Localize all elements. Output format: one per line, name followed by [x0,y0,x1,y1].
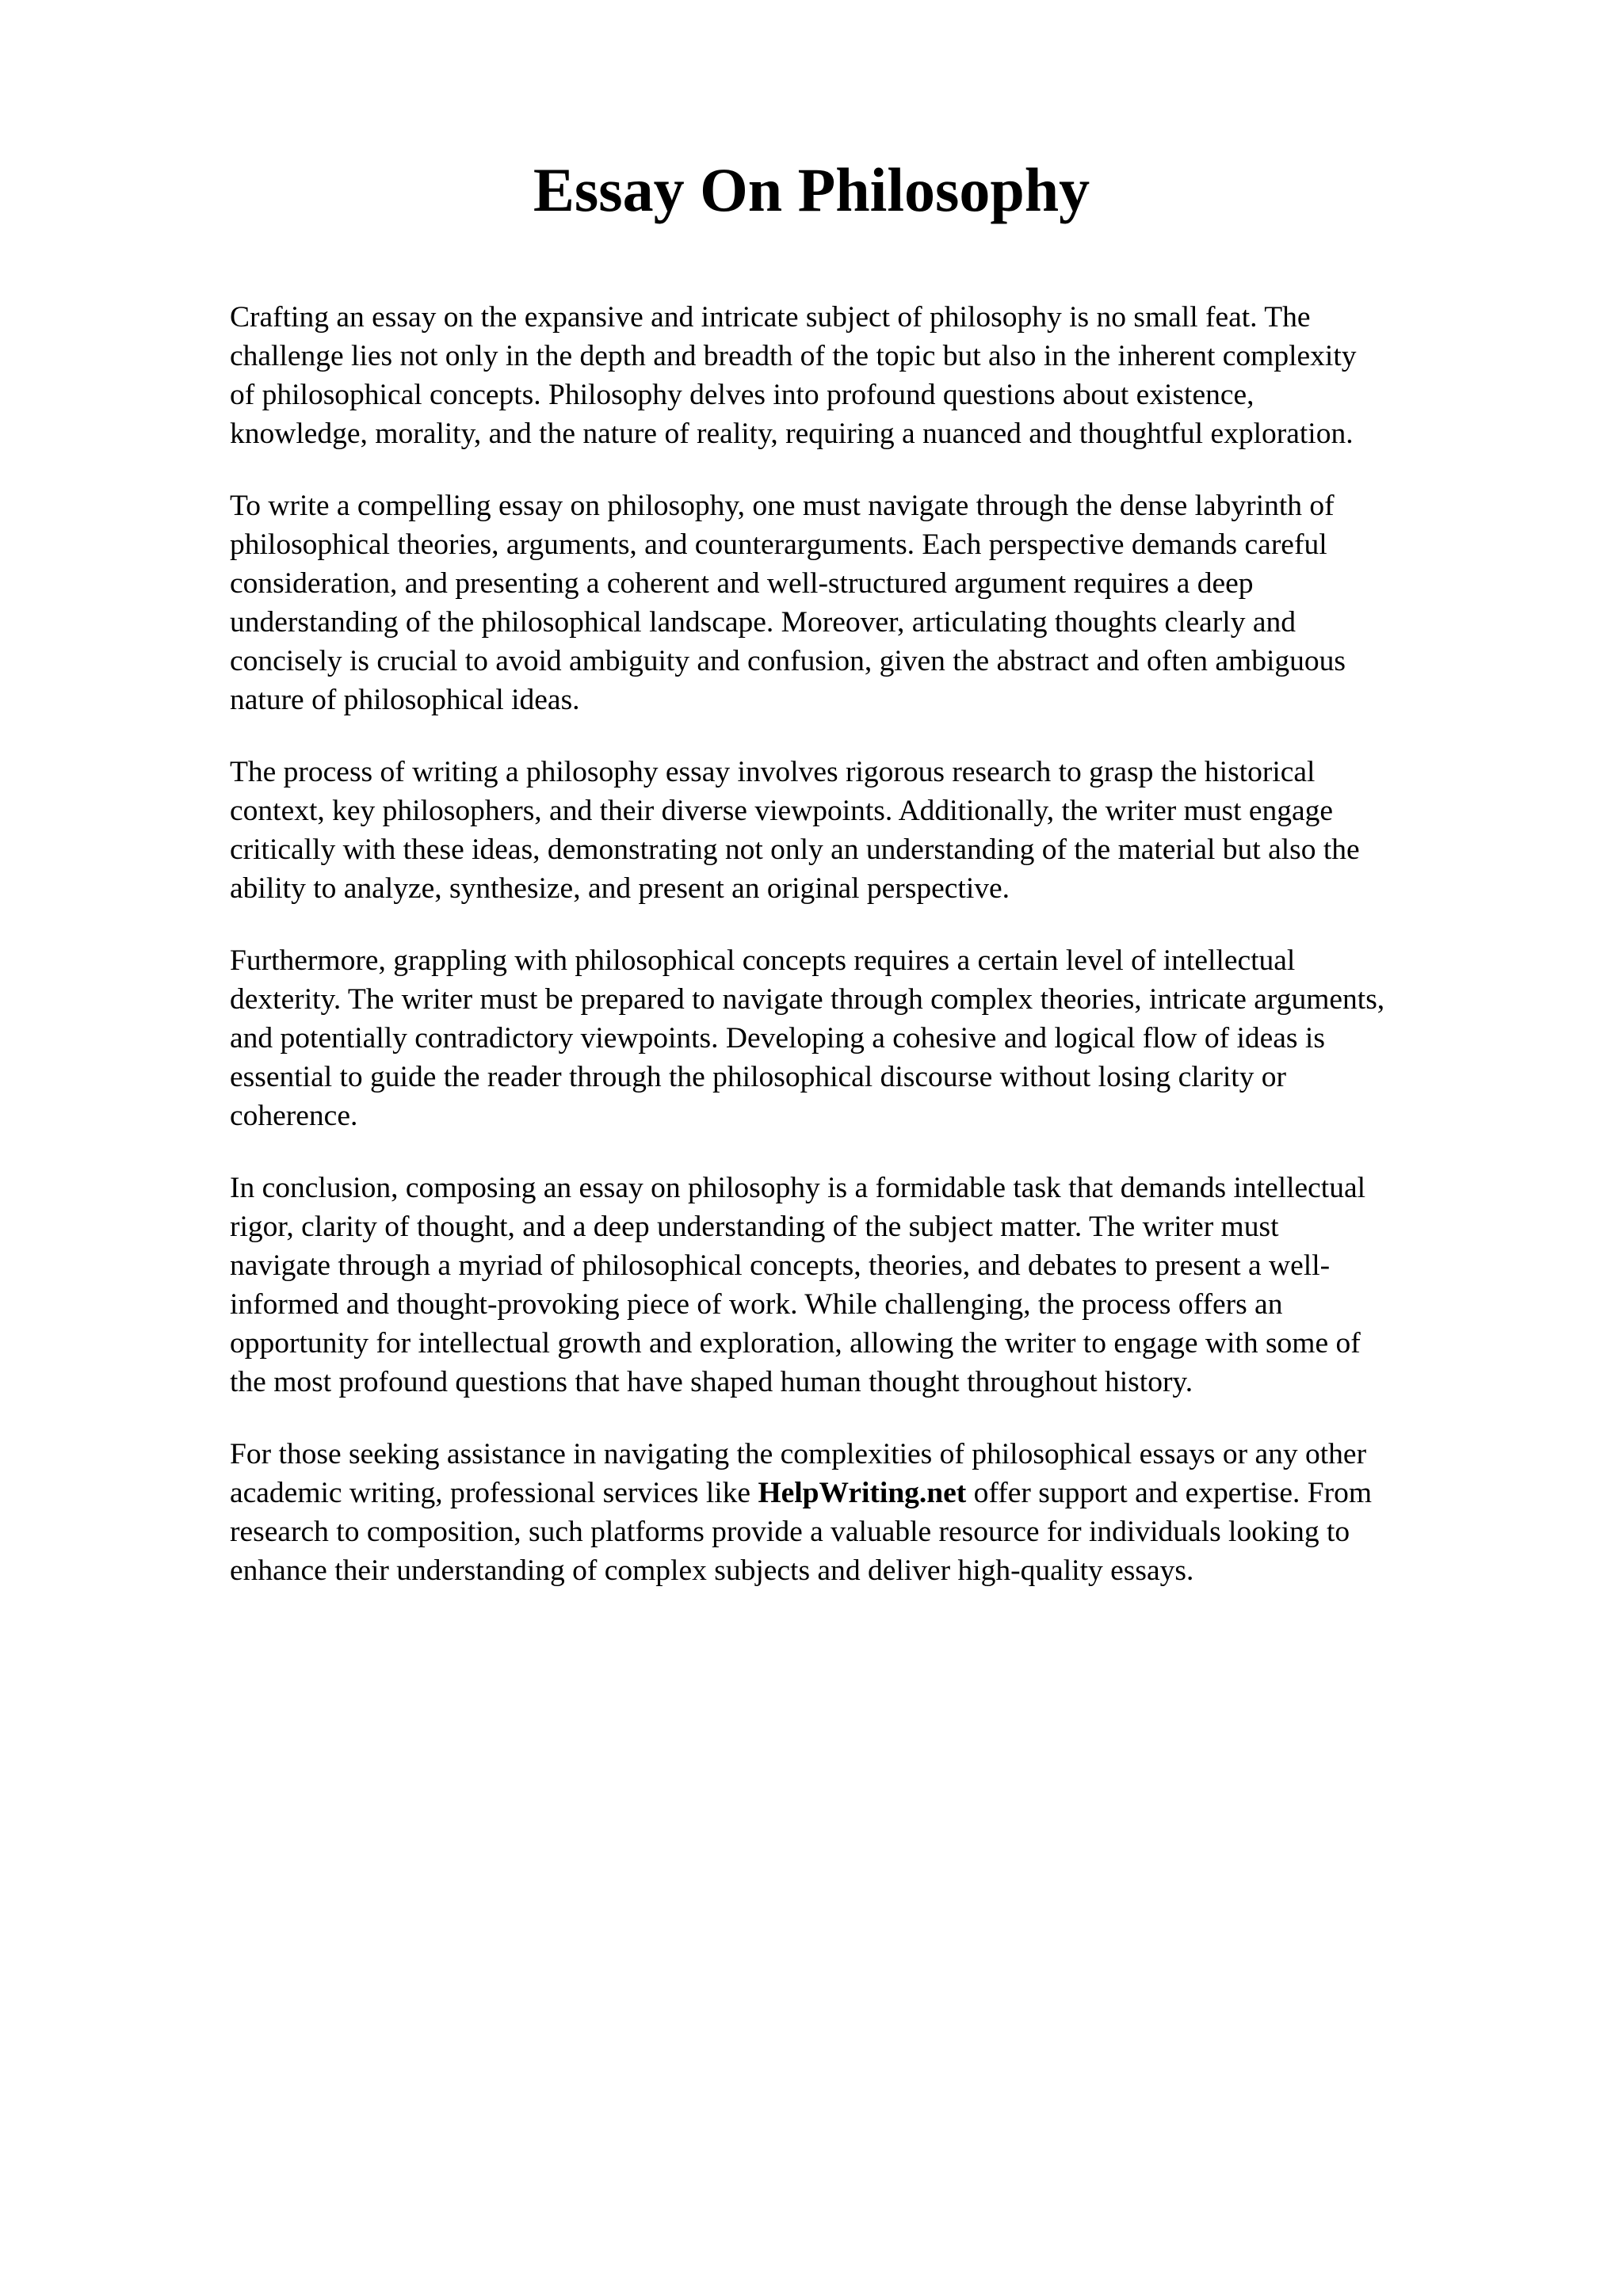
service-name: HelpWriting.net [758,1477,967,1509]
text-line: knowledge, morality, and the nature of reality, requiring a nuanced and thoughtful exploration. [230,418,1354,450]
text-line: critically with these ideas, demonstrating not only an understanding of the material but also the [230,833,1360,866]
text-line: navigate through a myriad of philosophical concepts, theories, and debates to present a well- [230,1249,1331,1282]
paragraph-4 [230,941,1514,1135]
text-segment: academic writing, professional services like [230,1477,758,1509]
text-line: Crafting an essay on the expansive and intricate subject of philosophy is no small feat. The [230,301,1311,334]
text-line: consideration, and presenting a coherent and well-structured argument requires a deep [230,567,1254,600]
text-line: For those seeking assistance in navigating the complexities of philosophical essays or any other [230,1438,1367,1470]
paragraph-6 [230,1435,1514,1590]
text-line: In conclusion, composing an essay on philosophy is a formidable task that demands intellectual [230,1172,1366,1204]
text-segment: offer support and expertise. From [966,1477,1372,1509]
document-body [230,298,1514,1623]
paragraph-1 [230,298,1514,453]
text-line: the most profound questions that have shaped human thought throughout history. [230,1366,1193,1398]
text-line: of philosophical concepts. Philosophy delves into profound questions about existence, [230,379,1254,411]
paragraph-3 [230,753,1514,908]
text-line: philosophical theories, arguments, and counterarguments. Each perspective demands careful [230,528,1327,561]
text-line: The process of writing a philosophy essay involves rigorous research to grasp the historical [230,756,1316,788]
text-line: essential to guide the reader through the philosophical discourse without losing clarity or [230,1061,1287,1093]
paragraph-2 [230,486,1514,719]
text-line: ability to analyze, synthesize, and present an original perspective. [230,872,1010,905]
text-line-with-link [230,1474,1514,1512]
text-line: opportunity for intellectual growth and exploration, allowing the writer to engage with some of [230,1327,1361,1360]
text-line: rigor, clarity of thought, and a deep understanding of the subject matter. The writer must [230,1211,1279,1243]
text-line: nature of philosophical ideas. [230,684,580,716]
text-line: Furthermore, grappling with philosophical concepts requires a certain level of intellectual [230,944,1296,977]
text-line: informed and thought-provoking piece of work. While challenging, the process offers an [230,1288,1283,1321]
text-line: enhance their understanding of complex subjects and deliver high-quality essays. [230,1554,1194,1587]
text-line: research to composition, such platforms provide a valuable resource for individuals looking to [230,1516,1350,1548]
text-line: context, key philosophers, and their diverse viewpoints. Additionally, the writer must engage [230,795,1334,827]
text-line: coherence. [230,1100,358,1132]
text-line: and potentially contradictory viewpoints. Developing a cohesive and logical flow of ideas is [230,1022,1325,1055]
text-line: challenge lies not only in the depth and breadth of the topic but also in the inherent complexity [230,340,1357,372]
text-line: To write a compelling essay on philosophy, one must navigate through the dense labyrinth of [230,490,1335,522]
text-line: understanding of the philosophical landscape. Moreover, articulating thoughts clearly and [230,606,1296,639]
document-title: Essay On Philosophy [533,155,1090,224]
paragraph-5 [230,1169,1514,1402]
text-line: concisely is crucial to avoid ambiguity and confusion, given the abstract and often ambiguous [230,645,1346,677]
text-line: dexterity. The writer must be prepared to navigate through complex theories, intricate arguments, [230,983,1385,1016]
